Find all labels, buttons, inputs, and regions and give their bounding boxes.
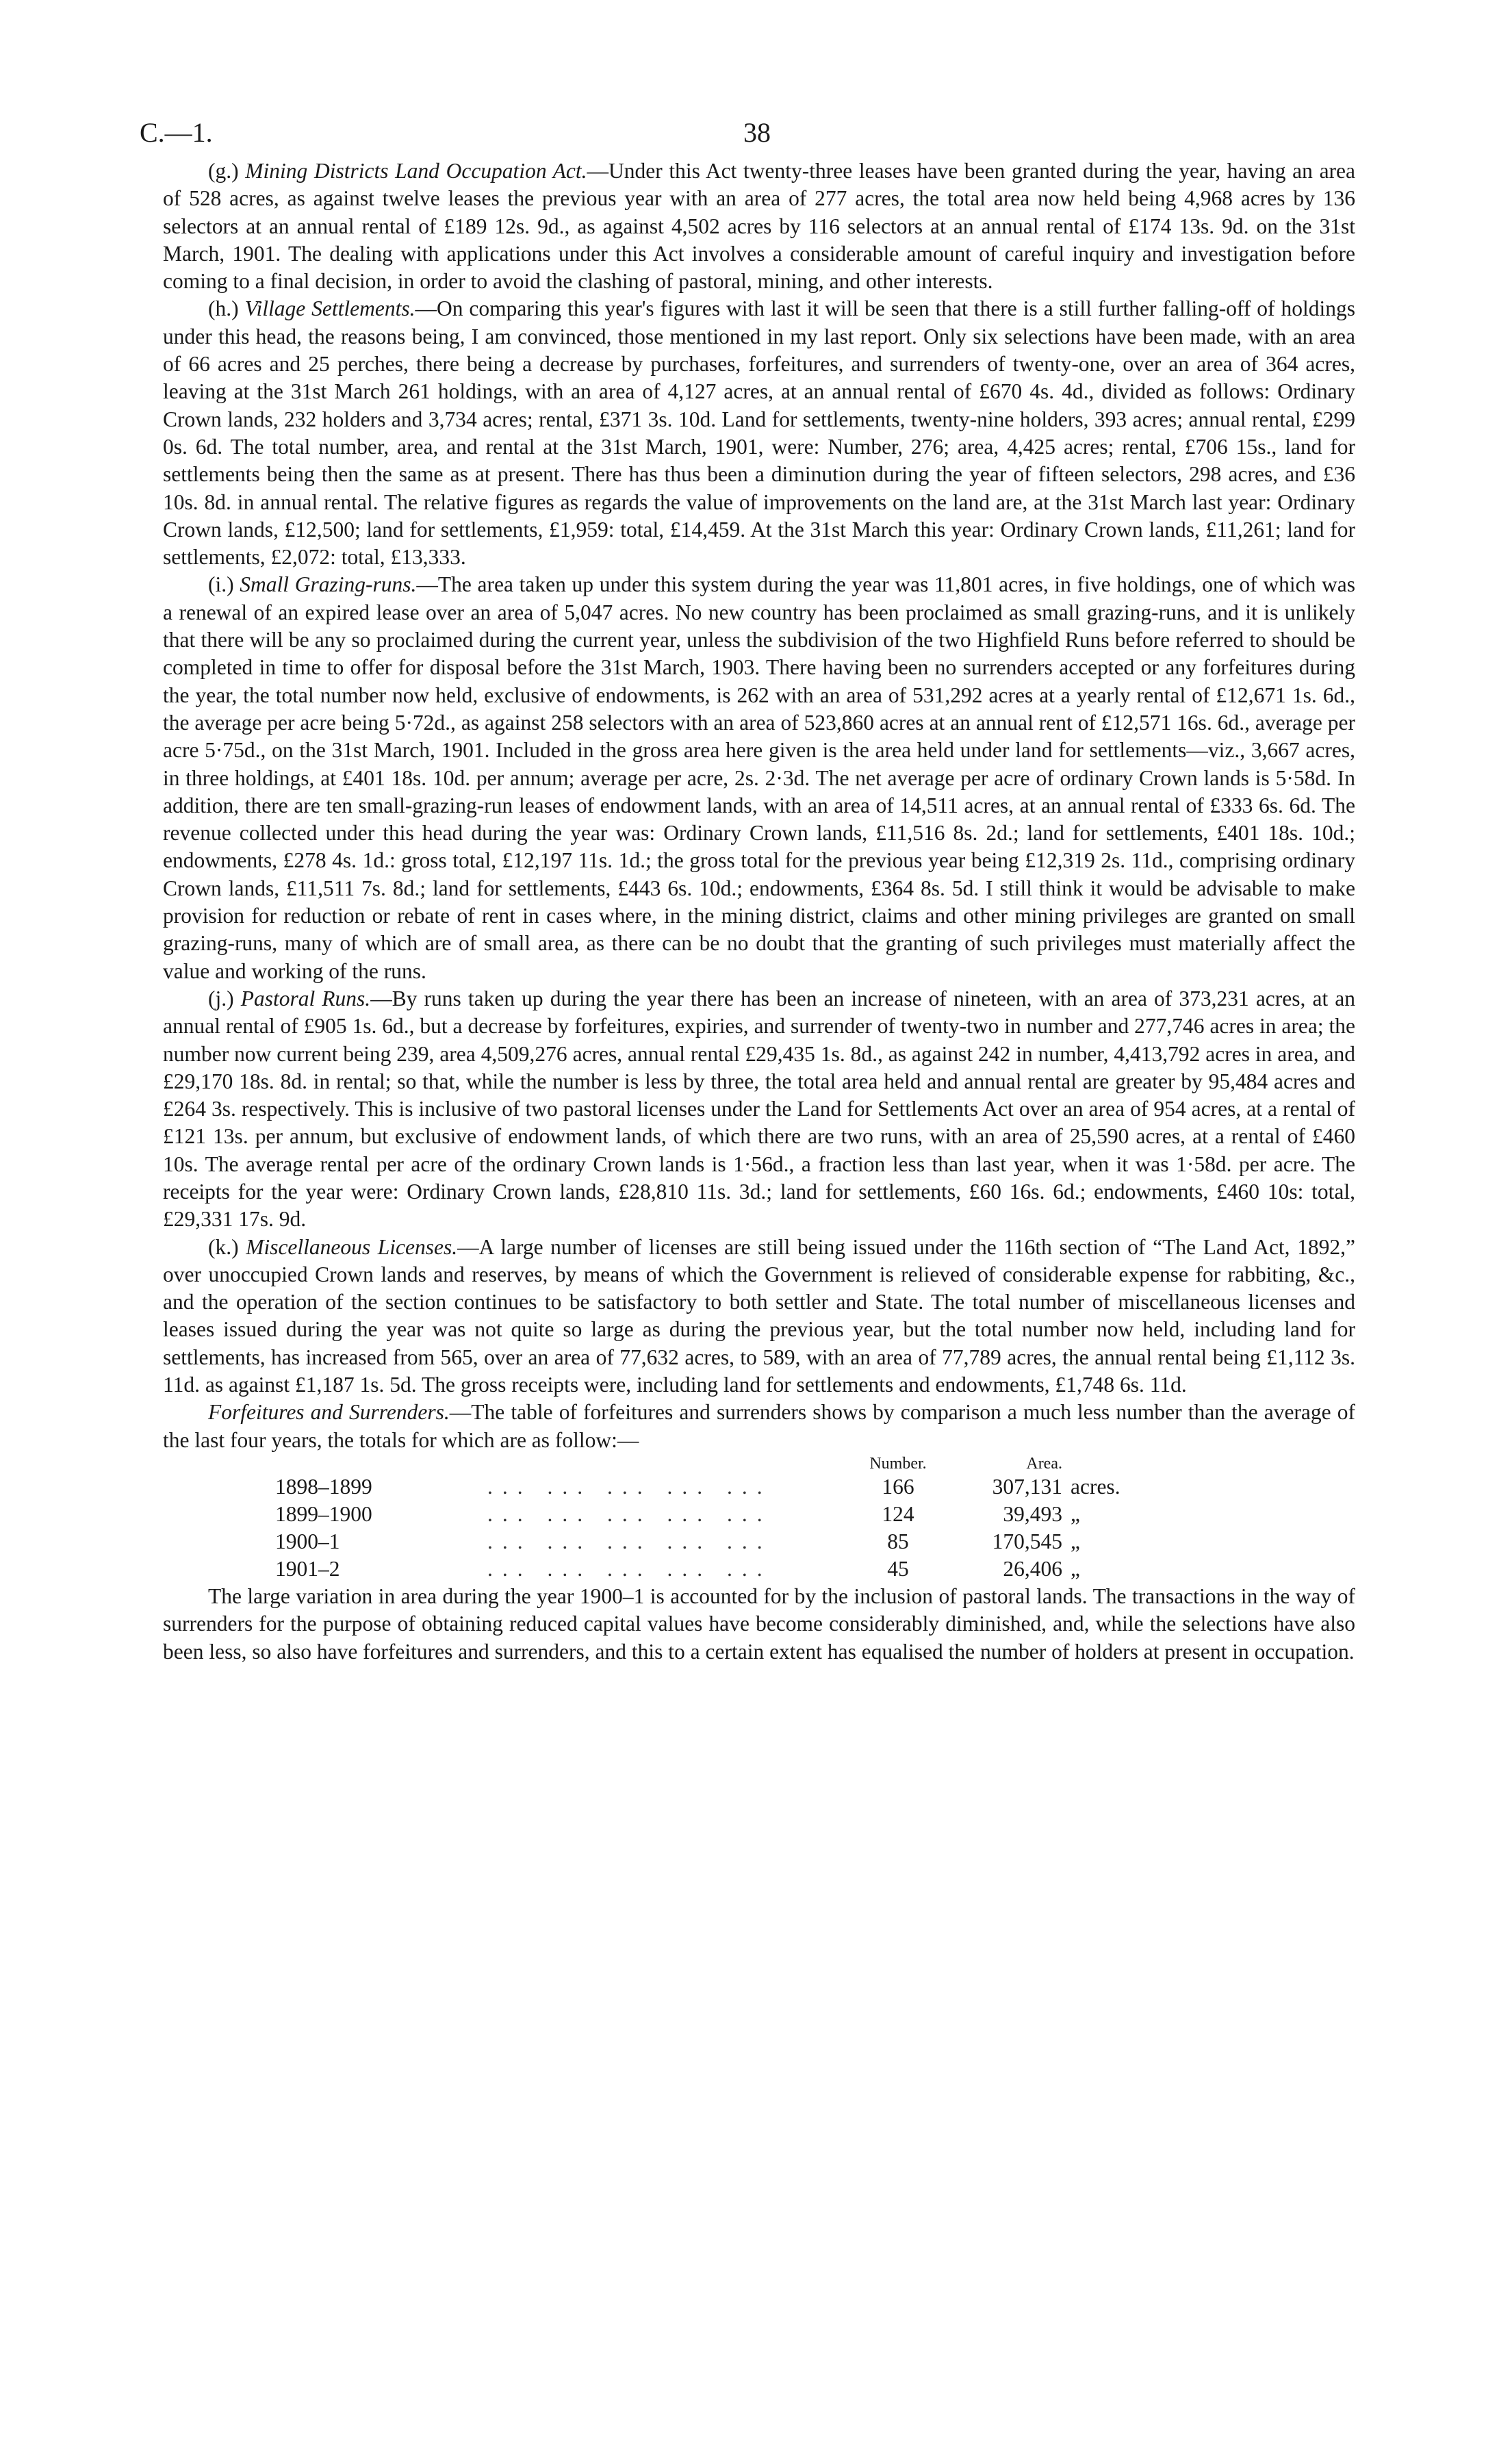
row-unit: „ — [1071, 1501, 1080, 1526]
page-number: 38 — [743, 117, 771, 148]
column-header-number: Number. — [869, 1454, 927, 1473]
paragraph-village-settlements — [163, 295, 1355, 571]
paragraph-small-grazing-runs — [163, 571, 1355, 984]
paragraph-text: —On comparing this year's figures with last it will be seen that there is a still further falling-off of holdings under this head, the reasons being, I am convinced, those mentioned in my last report. Only six selections have been made, with an area of 66 acres and 25 perches, there being a decrease by purchases, forfeitures, and surrenders of twenty-one, over an area of 364 acres, leaving at the 31st March 261 holdings, with an area of 4,127 acres, at an annual rental of £670 4s. 4d., divided as follows: Ordinary Crown lands, 232 holders and 3,734 acres; rental, £371 3s. 10d. Land for settlements, twenty-nine holders, 393 acres; annual rental, £299 0s. 6d. The total number, area, and rental at the 31st March, 1901, were: Number, 276; area, 4,425 acres; rental, £706 15s., land for settlements being then the same as at present. There has thus been a diminution during the year of fifteen selectors, 298 acres, and £36 10s. 8d. in annual rental. The relative figures as regards the value of improvements on the land are, at the 31st March last year: Ordinary Crown lands, £12,500; land for settlements, £1,959: total, £14,459. At the 31st March this year: Ordinary Crown lands, £11,261; land for settlements, £2,072: total, £13,333. — [163, 296, 1355, 570]
row-leader: ... ... ... ... ... — [487, 1556, 772, 1581]
section-heading: Pastoral Runs. — [240, 986, 371, 1010]
paragraph-pastoral-runs — [163, 985, 1355, 1234]
paragraph-text: —Under this Act twenty-three leases have been granted during the year, having an area of 528 acres, as against twelve leases the previous year with an area of 277 acres, the total area now held being 4,968 acres by 136 selectors at an annual rental of £189 12s. 9d., as against 4,502 acres by 116 selectors at an annual rental of £174 13s. 9d. on the 31st March, 1901. The dealing with applications under this Act involves a considerable amount of careful inquiry and investigation before coming to a final decision, in order to avoid the clashing of pastoral, mining, and other interests. — [163, 159, 1356, 294]
row-leader: ... ... ... ... ... — [487, 1474, 772, 1499]
paragraph-closing: The large variation in area during the year 1900–1 is accounted for by the inclusion of pastoral lands. The transactions in the way of surrenders for the purpose of obtaining reduced capital values have become considerably diminished, and, while the selections have also been less, so also have forfeitures and surrenders, and this to a certain extent has equalised the number of holders at present in occupation. — [163, 1584, 1355, 1664]
section-label: (i.) — [208, 572, 234, 597]
paragraph-mining-districts — [163, 157, 1355, 295]
paragraph-text: —The area taken up under this system during the year was 11,801 acres, in five holdings, one of which was a renewal of an expired lease over an area of 5,047 acres. No new country has been proclaimed as small grazing-runs, and it is unlikely that there will be any so proclaimed during the current year, unless the subdivision of the two Highfield Runs before referred to should be completed in time to offer for disposal before the 31st March, 1903. There having been no surrenders accepted or any forfeitures during the year, the total number now held, exclusive of endowments, is 262 with an area of 531,292 acres at a yearly rental of £12,671 1s. 6d., the average per acre being 5·72d., as against 258 selectors with an area of 523,860 acres at an annual rent of £12,571 16s. 6d., average per acre 5·75d., on the 31st March, 1901. Included in the gross area here given is the area held under land for settlements—viz., 3,667 acres, in three holdings, at £401 18s. 10d. per annum; average per acre, 2s. 2·3d. The net average per acre of ordinary Crown lands is 5·58d. In addition, there are ten small-grazing-run leases of endowment lands, with an area of 14,511 acres, at an annual rental of £333 6s. 6d. The revenue collected under this head during the year was: Ordinary Crown lands, £11,516 8s. 2d.; land for settlements, £401 18s. 10d.; endowments, £278 4s. 1d.: gross total, £12,197 11s. 1d.; the gross total for the previous year being £12,319 2s. 11d., comprising ordinary Crown lands, £11,511 7s. 8d.; land for settlements, £443 6s. 10d.; endowments, £364 8s. 5d. I still think it would be advisable to make provision for reduction or rebate of rent in cases where, in the mining district, claims and other mining privileges are granted on small grazing-runs, many of which are of small area, as there can be no doubt that the granting of such privileges must materially affect the value and working of the runs. — [163, 572, 1356, 983]
forfeitures-table — [275, 1454, 1166, 1583]
section-heading: Miscellaneous Licenses. — [246, 1234, 458, 1259]
row-unit: „ — [1071, 1529, 1080, 1553]
table-header-row — [275, 1454, 1166, 1473]
section-label: (k.) — [208, 1234, 239, 1259]
table-row — [275, 1473, 1166, 1501]
row-year: 1901–2 — [275, 1556, 340, 1581]
row-leader: ... ... ... ... ... — [487, 1501, 772, 1526]
paragraph-text: —By runs taken up during the year there has been an increase of nineteen, with an area of 373,231 acres, at an annual rental of £905 1s. 6d., but a decrease by forfeitures, expiries, and surrender of twenty-two in number and 277,746 acres in area; the number now current being 239, area 4,509,276 acres, annual rental £29,435 1s. 8d., as against 242 in number, 4,413,792 acres in area, and £29,170 18s. 8d. in rental; so that, while the number is less by three, the total area held and annual rental are greater by 95,484 acres and £264 3s. respectively. This is inclusive of two pastoral licenses under the Land for Settlements Act over an area of 954 acres, at a rental of £121 13s. per annum, but exclusive of endowment lands, of which there are two runs, with an area of 25,590 acres, at a rental of £460 10s. The average rental per acre of the ordinary Crown lands is 1·56d., a fraction less than last year, when it was 1·58d. per acre. The receipts for the year were: Ordinary Crown lands, £28,810 11s. 3d.; land for settlements, £60 16s. 6d.; endowments, £460 10s: total, £29,331 17s. 9d. — [163, 986, 1356, 1232]
section-heading: Small Grazing-runs. — [240, 572, 417, 597]
section-heading: Village Settlements. — [244, 296, 415, 321]
table-row — [275, 1555, 1166, 1583]
row-number: 85 — [887, 1529, 909, 1553]
row-year: 1900–1 — [275, 1529, 340, 1553]
row-unit: acres. — [1071, 1474, 1120, 1499]
row-year: 1898–1899 — [275, 1474, 372, 1499]
section-label: (j.) — [208, 986, 234, 1010]
row-unit: „ — [1071, 1556, 1080, 1581]
row-area: 307,131 — [992, 1474, 1062, 1499]
paragraph-text: —A large number of licenses are still being issued under the 116th section of “The Land Act, 1892,” over unoccupied Crown lands and reserves, by means of which the Government is relieved of considerable expense for rabbiting, &c., and the operation of the section continues to be satisfactory to both settler and State. The total number of miscellaneous licenses and leases issued during the year was not quite so large as during the previous year, but the total number now held, including land for settlements, has increased from 565, over an area of 77,632 acres, to 589, with an area of 77,789 acres, the annual rental being £1,112 3s. 11d. as against £1,187 1s. 5d. The gross receipts were, including land for settlements and endowments, £1,748 6s. 11d. — [163, 1234, 1356, 1397]
row-area: 170,545 — [992, 1529, 1062, 1553]
paragraph-text: —The table of forfeitures and surrenders shows by comparison a much less number than the average of the last four years, the totals for which are as follow:— — [163, 1400, 1355, 1452]
column-header-area: Area. — [1026, 1454, 1062, 1473]
table-row — [275, 1501, 1166, 1528]
row-number: 166 — [882, 1474, 914, 1499]
paragraph-forfeitures-surrenders — [163, 1399, 1355, 1454]
section-label: (g.) — [208, 159, 239, 183]
row-area: 39,493 — [1003, 1501, 1062, 1526]
document-reference: C.—1. — [140, 117, 213, 148]
row-number: 124 — [882, 1501, 914, 1526]
body-text — [163, 157, 1355, 1666]
row-number: 45 — [887, 1556, 909, 1581]
section-label: (h.) — [208, 296, 239, 321]
section-heading: Forfeitures and Surrenders. — [208, 1400, 450, 1425]
row-area: 26,406 — [1003, 1556, 1062, 1581]
row-year: 1899–1900 — [275, 1501, 372, 1526]
document-page — [140, 110, 1356, 1666]
paragraph-miscellaneous-licenses — [163, 1234, 1355, 1399]
table-row — [275, 1528, 1166, 1555]
row-leader: ... ... ... ... ... — [487, 1529, 772, 1553]
page-header — [140, 110, 1355, 157]
section-heading: Mining Districts Land Occupation Act. — [245, 159, 587, 183]
